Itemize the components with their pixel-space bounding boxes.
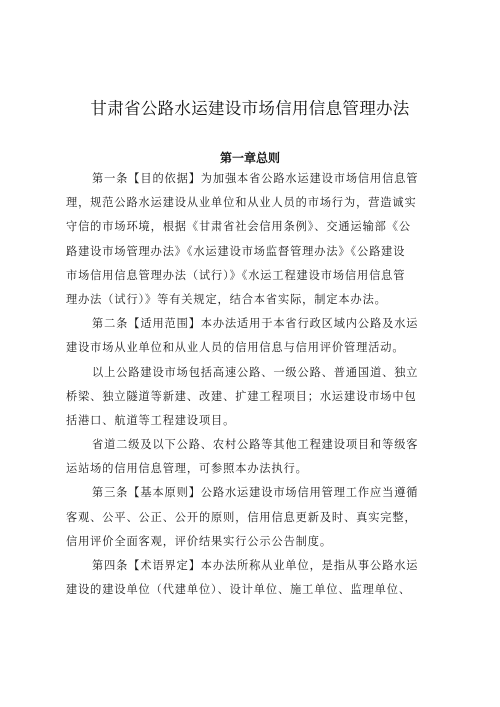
body-line: 第二条【适用范围】本办法适用于本省行政区域内公路及水运 [92, 317, 419, 331]
body-line: 第一条【目的依据】为加强本省公路水运建设市场信用信息管 [92, 172, 419, 185]
body-line: 守信的市场环境，根据《甘肃省社会信用条例》、交通运输部《公 [66, 220, 411, 234]
document-body [66, 167, 436, 602]
body-line: 第三条【基本原则】公路水运建设市场信用管理工作应当遵循 [92, 486, 419, 500]
body-line: 市场信用信息管理办法（试行）》《水运工程建设市场信用信息管 [66, 268, 406, 282]
body-line: 桥梁、独立隧道等新建、改建、扩建工程项目；水运建设市场中包 [66, 389, 417, 403]
body-line: 路建设市场管理办法》《水运建设市场监督管理办法》《公路建设 [66, 244, 406, 258]
document-title: 甘肃省公路水运建设市场信用信息管理办法 [90, 99, 410, 118]
body-line: 运站场的信用信息管理，可参照本办法执行。 [66, 462, 308, 476]
body-line: 理，规范公路水运建设从业单位和从业人员的市场行为，营造诚实 [66, 196, 417, 210]
body-line: 以上公路建设市场包括高速公路、一级公路、普通国道、独立 [92, 365, 419, 379]
chapter-heading: 第一章总则 [219, 151, 280, 165]
body-line: 省道二级及以下公路、农村公路等其他工程建设项目和等级客 [92, 438, 419, 452]
body-line: 建设的建设单位（代建单位）、设计单位、施工单位、监理单位、 [66, 583, 411, 597]
body-line: 第四条【术语界定】本办法所称从业单位，是指从事公路水运 [92, 559, 419, 572]
body-line: 括港口、航道等工程建设项目。 [66, 413, 236, 427]
body-line: 理办法（试行）》等有关规定，结合本省实际，制定本办法。 [66, 292, 387, 306]
body-line: 建设市场从业单位和从业人员的信用信息与信用评价管理活动。 [66, 341, 405, 355]
body-line: 信用评价全面客观，评价结果实行公示公告制度。 [66, 534, 332, 548]
body-line: 客观、公平、公正、公开的原则，信用信息更新及时、真实完整， [66, 510, 417, 524]
